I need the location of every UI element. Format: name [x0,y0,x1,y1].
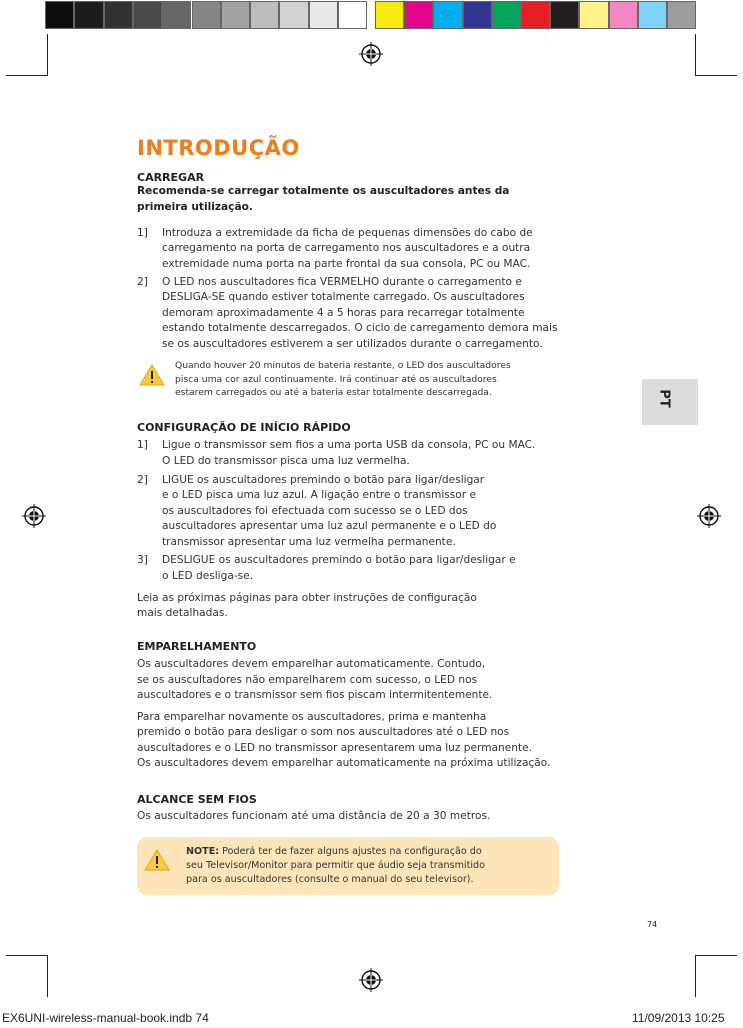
config-after-line: Leia as próximas páginas para obter instruções de configuração [137,592,477,604]
config-after-line: mais detalhadas. [137,607,228,619]
crop-mark [6,955,48,956]
page-title: INTRODUÇÃO [137,136,300,160]
crop-mark [47,34,48,76]
registration-crosshair-icon [359,968,383,992]
color-swatch [492,1,521,29]
list-item-line: e o LED pisca uma luz azul. A ligação entre o transmissor e [162,489,477,501]
list-item-line: DESLIGA-SE quando estiver totalmente carregado. Os auscultadores [162,291,525,303]
battery-note-line: pisca uma cor azul continuamente. Irá continuar até os auscultadores [175,374,497,385]
alcance-text: Os auscultadores funcionam até uma distância de 20 a 30 metros. [137,810,491,822]
section-heading-config: CONFIGURAÇÃO DE INÍCIO RÁPIDO [137,421,351,434]
list-item-line: Ligue o transmissor sem fios a uma porta USB da consola, PC ou MAC. [162,439,536,451]
crop-mark [695,34,696,76]
color-swatch [162,1,191,29]
emparelhamento-p1-line: auscultadores e o transmissor sem fios piscam intermitentemente. [137,689,493,701]
warning-triangle-icon [144,849,170,871]
list-number: 3] [137,554,148,566]
registration-crosshair-icon [697,504,721,528]
color-swatch [579,1,608,29]
note-line: para os auscultadores (consulte o manual do seu televisor). [186,874,474,885]
color-swatch [433,1,462,29]
list-item-line: O LED nos auscultadores fica VERMELHO durante o carregamento e [162,276,522,288]
note-label: NOTE: [186,846,220,857]
list-item-line: extremidade numa porta na parte frontal da sua consola, PC ou MAC. [162,258,531,270]
color-swatch [74,1,103,29]
list-item-line: estando totalmente descarregados. O ciclo de carregamento demora mais [162,322,558,334]
color-swatch [45,1,74,29]
color-swatch [250,1,279,29]
page-number: 74 [647,920,658,929]
list-item-line: o LED desliga-se. [162,570,254,582]
battery-note-line: estarem carregados ou até a bateria estar totalmente descarregada. [175,387,492,398]
crop-mark [695,955,696,997]
registration-crosshair-icon [22,504,46,528]
footer-file-name: EX6UNI-wireless-manual-book.indb 74 [2,1011,209,1025]
carregar-lead-line: primeira utilização. [137,201,253,213]
color-swatch [192,1,221,29]
crop-mark [695,955,737,956]
note-line-text: Poderá ter de fazer alguns ajustes na configuração do [219,846,482,857]
color-swatch [463,1,492,29]
note-line: seu Televisor/Monitor para permitir que áudio seja transmitido [186,860,485,871]
list-number: 1] [137,227,148,239]
language-tab-label: PT [656,389,672,408]
color-swatch [279,1,308,29]
list-item-line: os auscultadores foi efectuada com sucesso se o LED dos [162,505,468,517]
crop-mark [47,955,48,997]
list-item-line: se os auscultadores estiverem a ser utilizados durante o carregamento. [162,338,543,350]
color-swatch [521,1,550,29]
note-line [186,845,482,859]
emparelhamento-p2-line: Os auscultadores devem emparelhar automaticamente na próxima utilização. [137,757,551,769]
list-item-line: carregamento na porta de carregamento nos auscultadores e a outra [162,242,531,254]
emparelhamento-p1-line: se os auscultadores não emparelharem com sucesso, o LED nos [137,674,478,686]
registration-crosshair-icon [359,42,383,66]
emparelhamento-p2-line: Para emparelhar novamente os auscultadores, prima e mantenha [137,711,487,723]
emparelhamento-p2-line: premido o botão para desligar o som nos auscultadores até o LED nos [137,726,510,738]
emparelhamento-p2-line: auscultadores e o LED no transmissor apresentarem uma luz permanente. [137,742,533,754]
color-swatch [667,1,696,29]
color-swatch [133,1,162,29]
section-heading-emparelhamento: EMPARELHAMENTO [137,640,257,653]
color-swatch [309,1,338,29]
color-swatch [404,1,433,29]
list-item-line: transmissor apresentar uma luz vermelha permanente. [162,536,456,548]
color-swatch [638,1,667,29]
crop-mark [6,75,48,76]
list-number: 2] [137,474,148,486]
battery-note-line: Quando houver 20 minutos de bateria restante, o LED dos auscultadores [175,360,511,371]
section-heading-alcance: ALCANCE SEM FIOS [137,793,257,806]
color-swatch [221,1,250,29]
carregar-lead-line: Recomenda-se carregar totalmente os auscultadores antes da [137,185,510,197]
section-heading-carregar: CARREGAR [137,171,205,184]
list-item-line: auscultadores apresentar uma luz azul permanente e o LED do [162,520,497,532]
list-item-line: Introduza a extremidade da ficha de pequenas dimensões do cabo de [162,227,533,239]
color-swatch [609,1,638,29]
footer-datetime: 11/09/2013 10:25 [632,1011,725,1025]
list-number: 1] [137,439,148,451]
color-swatch [104,1,133,29]
list-number: 2] [137,276,148,288]
color-swatch [338,1,367,29]
list-item-line: O LED do transmissor pisca uma luz vermelha. [162,455,410,467]
emparelhamento-p1-line: Os auscultadores devem emparelhar automaticamente. Contudo, [137,658,486,670]
list-item-line: DESLIGUE os auscultadores premindo o botão para ligar/desligar e [162,554,516,566]
list-item-line: LIGUE os auscultadores premindo o botão para ligar/desligar [162,474,485,486]
color-swatch [375,1,404,29]
warning-triangle-icon [139,364,165,386]
list-item-line: demoram aproximadamente 4 a 5 horas para recarregar totalmente [162,307,525,319]
crop-mark [695,75,737,76]
color-swatch [550,1,579,29]
